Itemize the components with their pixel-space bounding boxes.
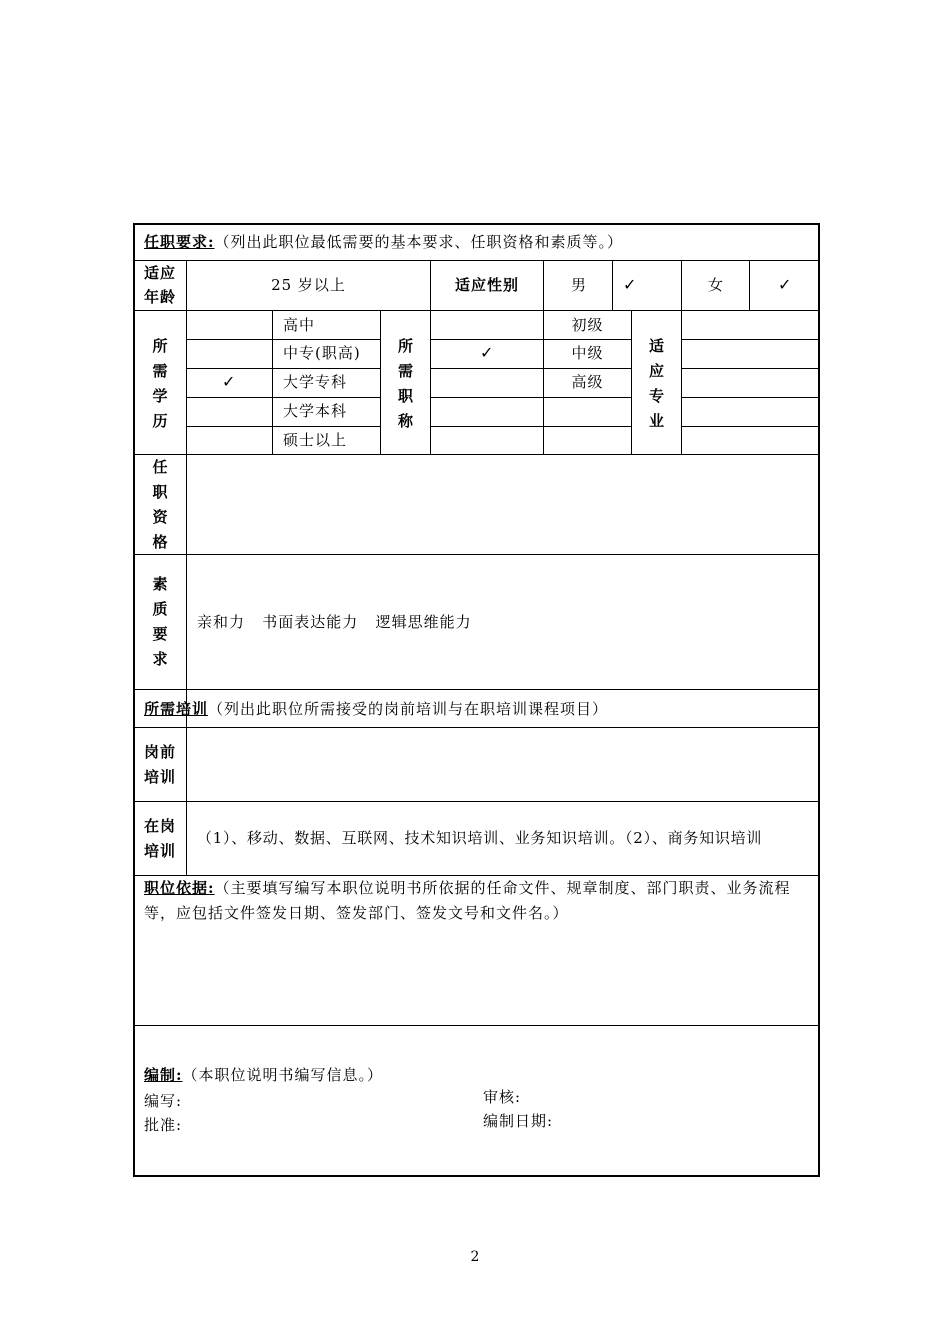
row-divider <box>134 454 819 455</box>
row-divider <box>187 426 380 427</box>
page-number: 2 <box>470 1249 480 1265</box>
education-level: 高中 <box>283 316 316 334</box>
basis-label: 职位依据: <box>144 879 215 897</box>
row-divider <box>681 426 819 427</box>
column-divider <box>186 260 187 875</box>
education-level: 硕士以上 <box>283 431 348 449</box>
row-divider <box>187 397 380 398</box>
title-level: 初级 <box>571 316 604 334</box>
row-divider <box>134 310 819 311</box>
pre-training-label-line2: 培训 <box>143 768 176 786</box>
column-divider <box>681 260 682 455</box>
row-divider <box>681 339 819 340</box>
row-divider <box>681 368 819 369</box>
education-level: 中专(职高) <box>283 344 361 362</box>
row-divider <box>187 339 380 340</box>
compile-note: （本职位说明书编写信息。） <box>182 1066 384 1084</box>
on-training-value: （1）、移动、数据、互联网、技术知识培训、业务知识培训。（2）、商务知识培训 <box>197 829 763 847</box>
male-label: 男 <box>571 276 588 294</box>
title-level: 中级 <box>571 344 604 362</box>
training-header <box>144 702 608 717</box>
compile-header <box>144 1068 383 1083</box>
gender-label: 适应性别 <box>454 276 519 294</box>
education-label: 所 需 学 历 <box>152 337 168 430</box>
column-divider <box>612 260 613 311</box>
column-divider <box>272 310 273 455</box>
education-level: 大学本科 <box>283 402 348 420</box>
row-divider <box>134 875 819 876</box>
reviewer-label: 审核: <box>483 1088 522 1106</box>
date-label: 编制日期: <box>483 1112 554 1130</box>
education-level: 大学专科 <box>283 373 348 391</box>
age-label-line1: 适应 <box>143 264 176 282</box>
training-header-note: （列出此职位所需接受的岗前培训与在职培训课程项目） <box>208 700 609 718</box>
title-check-icon: ✓ <box>480 343 494 362</box>
row-divider <box>134 260 819 261</box>
approver-label: 批准: <box>144 1116 183 1134</box>
female-check-icon: ✓ <box>778 275 792 294</box>
major-label: 适 应 专 业 <box>648 337 664 430</box>
qualification-label: 任 职 资 格 <box>152 458 168 551</box>
column-divider <box>749 260 750 311</box>
title-level: 高级 <box>571 373 604 391</box>
row-divider <box>187 368 380 369</box>
on-training-label-line1: 在岗 <box>143 817 176 835</box>
age-value: 25 岁以上 <box>271 276 346 294</box>
compile-label: 编制: <box>144 1066 183 1084</box>
row-divider <box>134 801 819 802</box>
requirements-header-note: （列出此职位最低需要的基本要求、任职资格和素质等。） <box>214 233 624 251</box>
education-check-icon: ✓ <box>222 372 236 391</box>
row-divider <box>431 339 631 340</box>
row-divider <box>431 397 631 398</box>
quality-label: 素 质 要 求 <box>152 575 168 668</box>
row-divider <box>134 689 819 690</box>
basis-note-line1: （主要填写编写本职位说明书所依据的任命文件、规章制度、部门职责、业务流程 <box>214 879 791 897</box>
basis-note-line2: 等，应包括文件签发日期、签发部门、签发文号和文件名。） <box>144 904 569 922</box>
row-divider <box>134 727 819 728</box>
requirements-header <box>144 235 623 250</box>
title-label: 所 需 职 称 <box>397 337 413 430</box>
age-label-line2: 年龄 <box>143 288 176 306</box>
female-label: 女 <box>708 276 725 294</box>
on-training-label-line2: 培训 <box>143 842 176 860</box>
requirements-header-label: 任职要求: <box>144 233 215 251</box>
pre-training-label-line1: 岗前 <box>143 743 176 761</box>
quality-value: 亲和力 书面表达能力 逻辑思维能力 <box>197 613 472 631</box>
training-header-label: 所需培训 <box>144 700 209 718</box>
row-divider <box>431 426 631 427</box>
male-check-icon: ✓ <box>623 275 637 294</box>
row-divider <box>134 1025 819 1026</box>
row-divider <box>431 368 631 369</box>
basis-line1 <box>144 881 791 896</box>
row-divider <box>134 554 819 555</box>
writer-label: 编写: <box>144 1092 183 1110</box>
row-divider <box>681 397 819 398</box>
column-divider <box>430 310 431 455</box>
